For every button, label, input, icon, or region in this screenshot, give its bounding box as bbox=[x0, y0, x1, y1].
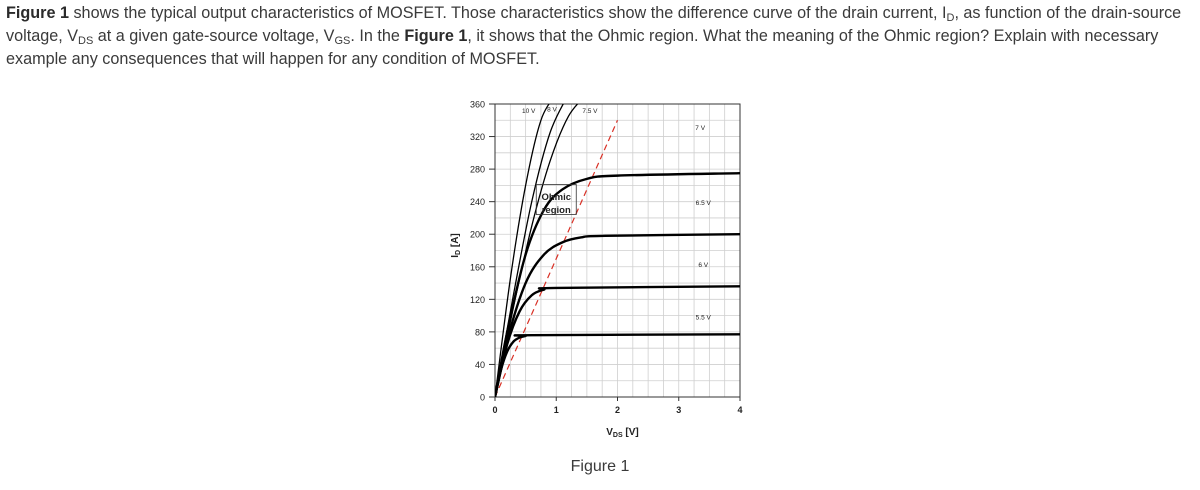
question-figure-ref-1: Figure 1 bbox=[6, 4, 69, 22]
annotation-label: 5.5 V bbox=[695, 314, 711, 322]
x-axis-label: $V_{DS}$ [V] bbox=[606, 427, 639, 439]
annotation-label: 8 V bbox=[547, 106, 557, 114]
question-text-part-2: , as function of the drain-source voltage, V bbox=[6, 4, 1182, 45]
x-tick-label: 0 bbox=[492, 405, 498, 415]
question-figure-ref-2: Figure 1 bbox=[404, 27, 468, 45]
y-tick-label: 240 bbox=[469, 197, 485, 208]
x-tick-label: 4 bbox=[737, 405, 743, 415]
y-axis-label: $I_D$ [A] bbox=[450, 233, 462, 258]
y-tick-label: 280 bbox=[469, 164, 485, 175]
y-tick-label: 40 bbox=[474, 359, 485, 370]
annotation-label: 6.5 V bbox=[695, 199, 711, 207]
annotation-label: region bbox=[541, 205, 571, 217]
question-text bbox=[6, 2, 1191, 71]
annotation-label: 7 V bbox=[695, 125, 706, 133]
axes-layer bbox=[450, 100, 743, 440]
y-tick-label: 0 bbox=[479, 392, 485, 403]
question-text-part-5: , it shows that the Ohmic region. What the meaning of the Ohmic region? Explain with necessary example any consequences that will happen for any condition of MOSFET. bbox=[6, 27, 1159, 68]
y-tick-label: 200 bbox=[469, 229, 485, 240]
question-text-part-4: . In the bbox=[350, 27, 405, 45]
annotation-label: 6 V bbox=[698, 261, 709, 269]
mosfet-output-characteristics-chart bbox=[440, 92, 770, 452]
x-tick-label: 3 bbox=[676, 405, 682, 415]
subscript-d: D bbox=[946, 12, 955, 24]
label-layer bbox=[522, 106, 711, 321]
y-tick-label: 120 bbox=[469, 294, 485, 305]
annotation-label: Ohmic bbox=[541, 192, 572, 204]
x-tick-label: 2 bbox=[614, 405, 621, 415]
x-tick-label: 1 bbox=[553, 405, 559, 415]
question-text-part-3: at a given gate-source voltage, V bbox=[93, 27, 335, 45]
annotation-label: 10 V bbox=[522, 107, 536, 115]
subscript-ds: DS bbox=[78, 35, 94, 47]
figure-caption: Figure 1 bbox=[570, 458, 630, 475]
y-tick-label: 80 bbox=[474, 327, 485, 338]
grid-layer bbox=[495, 104, 740, 397]
y-tick-label: 360 bbox=[469, 99, 485, 110]
question-text-part-1: shows the typical output characteristics of MOSFET. Those characteristics show the difference curve of the drain current, I bbox=[68, 4, 947, 22]
subscript-gs: GS bbox=[334, 35, 351, 47]
y-tick-label: 160 bbox=[469, 262, 485, 273]
annotation-label: 7.5 V bbox=[582, 107, 598, 115]
y-tick-label: 320 bbox=[469, 132, 485, 143]
